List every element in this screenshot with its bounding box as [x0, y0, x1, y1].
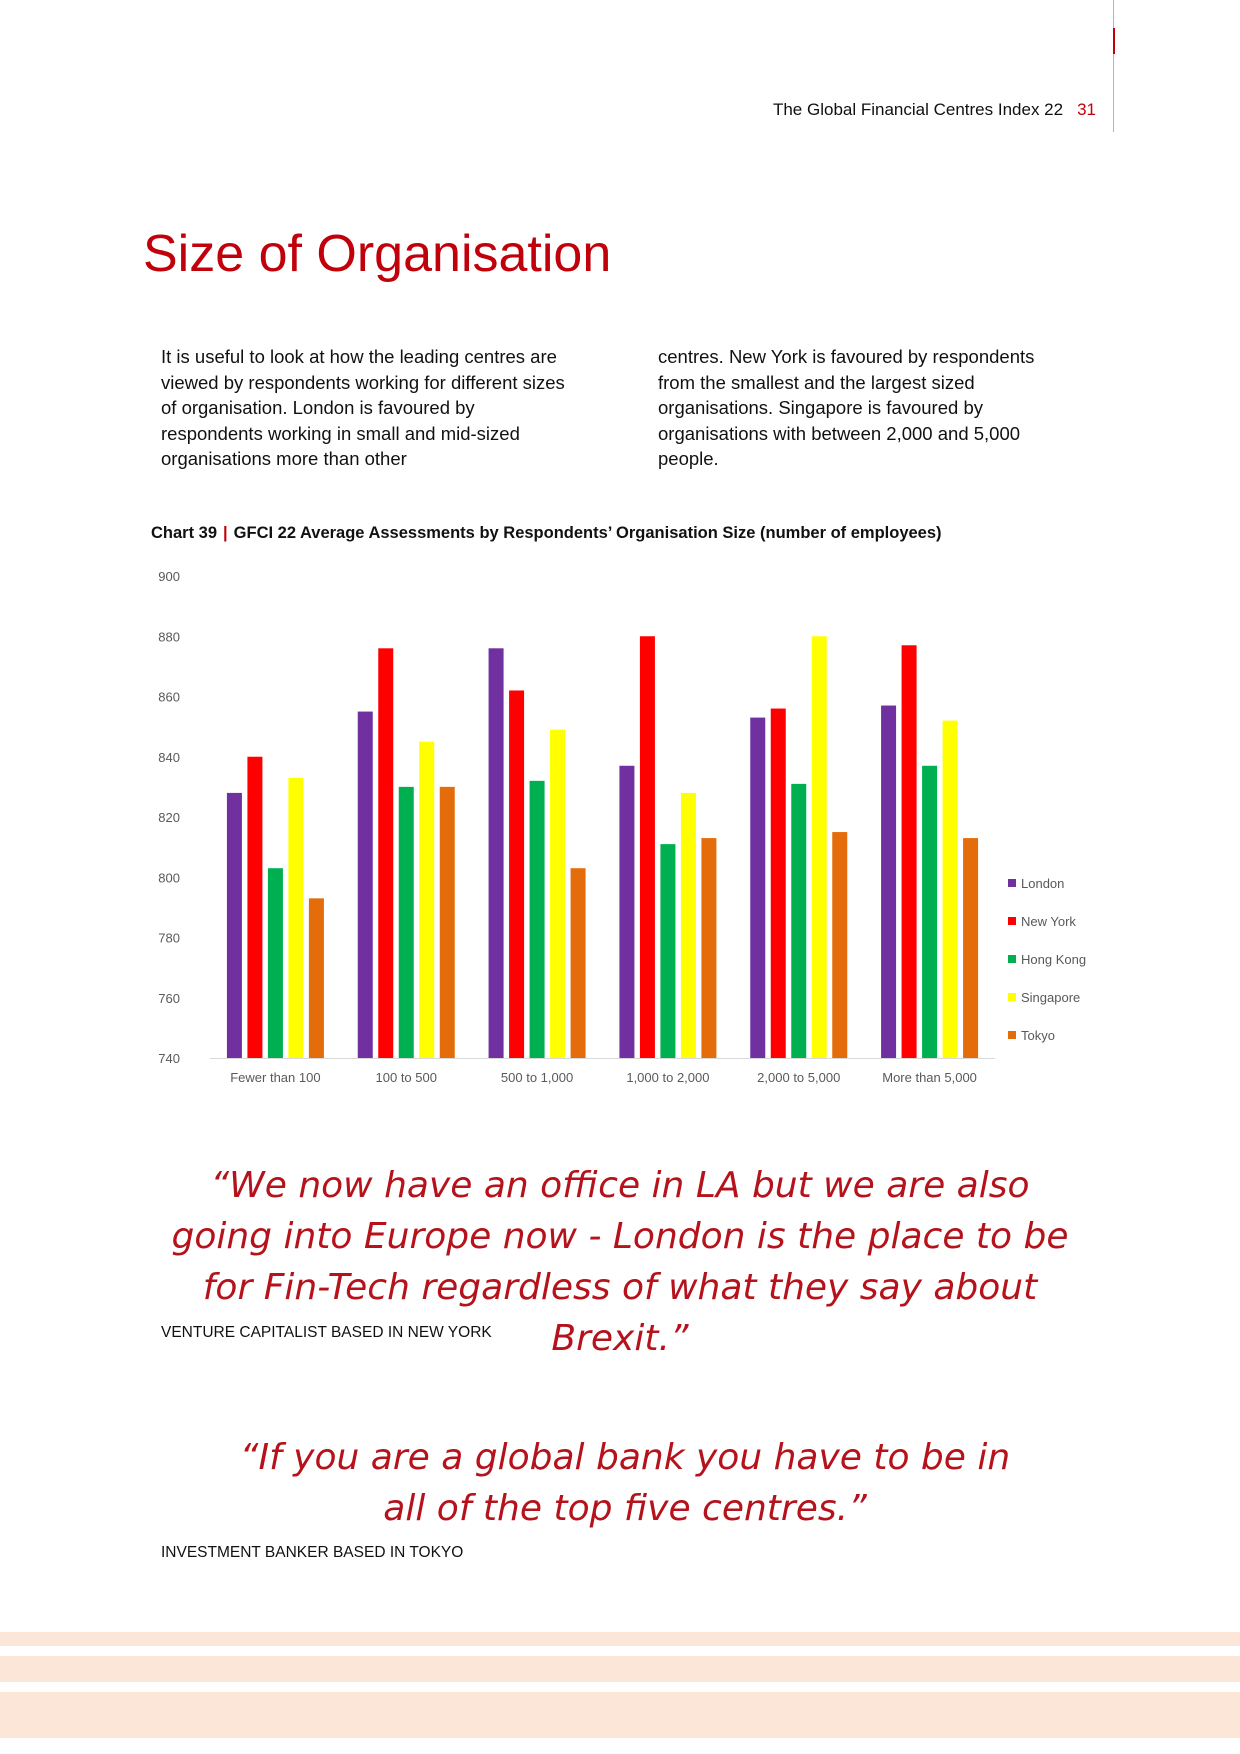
- margin-rule: [1113, 0, 1114, 132]
- quote-2: “If you are a global bank you have to be in all of the top five centres.”: [239, 1437, 1011, 1529]
- bar-new-york: [902, 645, 917, 1058]
- bar-new-york: [509, 690, 524, 1058]
- bar-london: [358, 712, 373, 1058]
- chart-title: GFCI 22 Average Assessments by Respondents’ Organisation Size (number of employees): [233, 524, 942, 542]
- footer-stripe: [0, 1656, 1240, 1682]
- bar-hong-kong: [791, 784, 806, 1058]
- intro-left-column: It is useful to look at how the leading centres are viewed by respondents working for different sizes of organisation. London is favoured by respondents working in small and mid-sized organisations more than other: [161, 346, 565, 469]
- bar-hong-kong: [399, 787, 414, 1058]
- quote-1: “We now have an office in LA but we are also going into Europe now - London is the place to be for Fin-Tech regardless of what they say about Brexit.”: [171, 1165, 1069, 1359]
- caption-separator: |: [223, 524, 228, 542]
- running-title: The Global Financial Centres Index 22: [772, 100, 1064, 119]
- y-tick-label: 800: [158, 870, 180, 886]
- x-tick-label: 100 to 500: [375, 1070, 437, 1085]
- x-tick-label: More than 5,000: [882, 1070, 977, 1085]
- y-tick-label: 760: [158, 990, 180, 1006]
- bar-tokyo: [701, 838, 716, 1058]
- y-tick-label: 880: [158, 629, 180, 645]
- chart-number: Chart 39: [151, 524, 218, 542]
- bar-tokyo: [571, 868, 586, 1058]
- y-tick-label: 780: [158, 930, 180, 946]
- bar-tokyo: [963, 838, 978, 1058]
- bar-new-york: [378, 648, 393, 1058]
- bar-chart: [130, 560, 1110, 1100]
- chart-caption: [151, 524, 942, 543]
- legend-label: Hong Kong: [1021, 952, 1087, 967]
- y-tick-label: 900: [158, 569, 180, 584]
- y-tick-label: 820: [158, 810, 180, 825]
- footer-stripe: [0, 1632, 1240, 1646]
- bar-singapore: [550, 730, 565, 1058]
- bar-london: [227, 793, 242, 1058]
- x-tick-label: 1,000 to 2,000: [626, 1070, 710, 1085]
- bar-singapore: [943, 721, 958, 1058]
- bar-hong-kong: [660, 844, 675, 1058]
- bar-singapore: [681, 793, 696, 1058]
- x-tick-label: 2,000 to 5,000: [757, 1070, 841, 1085]
- bar-tokyo: [440, 787, 455, 1058]
- bar-new-york: [247, 757, 262, 1058]
- legend-swatch: [1008, 955, 1016, 963]
- y-tick-label: 840: [158, 749, 180, 765]
- bar-new-york: [771, 709, 786, 1058]
- footer-stripe: [0, 1692, 1240, 1738]
- legend-label: New York: [1021, 914, 1076, 929]
- intro-right-column: centres. New York is favoured by respondents from the smallest and the largest sized organisations. Singapore is favoured by organisations with between 2,000 and 5,000 people.: [658, 346, 1035, 469]
- bar-hong-kong: [530, 781, 545, 1058]
- bar-hong-kong: [922, 766, 937, 1058]
- y-tick-label: 860: [158, 689, 180, 705]
- quote-1-attribution: VENTURE CAPITALIST BASED IN NEW YORK: [161, 1324, 492, 1341]
- bar-singapore: [288, 778, 303, 1058]
- bar-singapore: [419, 742, 434, 1058]
- page-number: 31: [1077, 100, 1096, 119]
- margin-rule-accent: [1113, 28, 1115, 54]
- y-tick-label: 740: [158, 1051, 180, 1066]
- bar-tokyo: [832, 832, 847, 1058]
- x-tick-label: 500 to 1,000: [500, 1070, 574, 1085]
- bar-london: [750, 718, 765, 1058]
- bar-london: [619, 766, 634, 1058]
- running-header: [773, 100, 1096, 120]
- bar-tokyo: [309, 898, 324, 1058]
- legend-label: London: [1021, 876, 1065, 891]
- quote-2-attribution: INVESTMENT BANKER BASED IN TOKYO: [161, 1544, 464, 1561]
- bar-hong-kong: [268, 868, 283, 1058]
- bar-new-york: [640, 636, 655, 1058]
- x-tick-label: Fewer than 100: [230, 1070, 321, 1085]
- legend-swatch: [1008, 1031, 1016, 1039]
- legend-swatch: [1008, 917, 1016, 925]
- legend-swatch: [1008, 993, 1016, 1001]
- legend-swatch: [1008, 879, 1016, 887]
- bar-london: [489, 648, 504, 1058]
- page-title: Size of Organisation: [143, 225, 612, 283]
- bar-london: [881, 706, 896, 1058]
- legend-label: Singapore: [1021, 990, 1081, 1005]
- bar-singapore: [812, 636, 827, 1058]
- legend-label: Tokyo: [1021, 1028, 1055, 1043]
